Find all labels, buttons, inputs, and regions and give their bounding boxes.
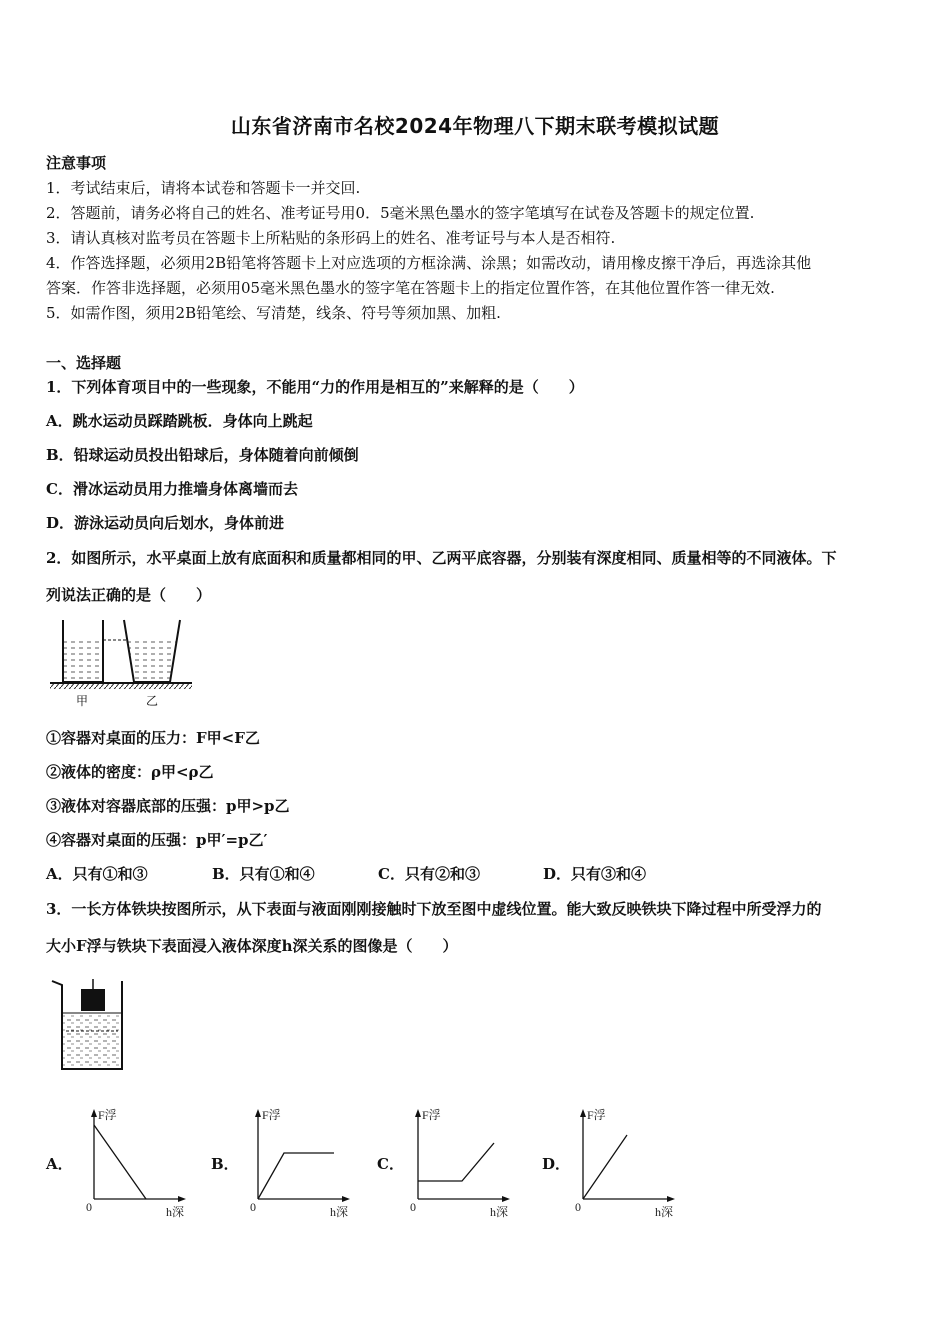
q3-beaker-figure	[48, 975, 130, 1075]
q2-stem-line1: 2．如图所示，水平桌面上放有底面积和质量都相同的甲、乙两平底容器，分别装有深度相同、质量相等的不同液体。下	[46, 549, 837, 567]
graph-d	[573, 1105, 683, 1223]
q2-containers-figure	[46, 615, 196, 710]
q3-option-b-label: B．	[211, 1155, 239, 1173]
graph-b	[248, 1105, 358, 1223]
graph-a-y-label: F浮	[98, 1108, 117, 1122]
q2-statement-3: ③液体对容器底部的压强：p甲>p乙	[46, 797, 290, 815]
graph-a-origin: 0	[86, 1200, 92, 1214]
q2-statement-2: ②液体的密度：ρ甲<ρ乙	[46, 763, 214, 781]
notice-item-4: 4．作答选择题，必须用2B铅笔将答题卡上对应选项的方框涂满、涂黑；如需改动，请用橡皮擦干净后，再选涂其他	[46, 254, 812, 272]
q3-stem-line2: 大小F浮与铁块下表面浸入液体深度h深关系的图像是（ ）	[46, 937, 458, 955]
graph-a-x-label: h深	[166, 1205, 185, 1219]
q1-option-b: B．铅球运动员投出铅球后，身体随着向前倾倒	[46, 446, 359, 464]
q2-option-b: B．只有①和④	[212, 865, 315, 883]
graph-d-x-label: h深	[655, 1205, 674, 1219]
label-yi: 乙	[146, 694, 159, 708]
beaker-liquid	[62, 1013, 122, 1069]
graph-d-origin: 0	[575, 1200, 581, 1214]
notice-item-2: 2．答题前，请务必将自己的姓名、准考证号用0．5毫米黑色墨水的签字笔填写在试卷及答题卡的规定位置.	[46, 204, 755, 222]
table-hatching	[50, 684, 192, 689]
graph-b-line	[258, 1153, 334, 1199]
q1-option-a: A．跳水运动员踩踏跳板．身体向上跳起	[46, 412, 313, 430]
notice-item-3: 3．请认真核对监考员在答题卡上所粘贴的条形码上的姓名、准考证号与本人是否相符.	[46, 229, 616, 247]
q2-option-c: C．只有②和③	[378, 865, 480, 883]
container-yi-liquid	[128, 640, 176, 682]
graph-d-y-label: F浮	[587, 1108, 606, 1122]
q3-option-a-label: A．	[46, 1155, 73, 1173]
section-heading: 一、选择题	[46, 354, 122, 372]
q2-option-a: A．只有①和③	[46, 865, 148, 883]
iron-block	[81, 989, 105, 1011]
notice-item-4-cont: 答案．作答非选择题，必须用05毫米黑色墨水的签字笔在答题卡上的指定位置作答，在其他位置作答一律无效.	[46, 279, 775, 297]
graph-d-line	[583, 1135, 627, 1199]
q3-stem-line1: 3．一长方体铁块按图所示，从下表面与液面刚刚接触时下放至图中虚线位置。能大致反映铁块下降过程中所受浮力的	[46, 900, 822, 918]
graph-c-origin: 0	[410, 1200, 416, 1214]
page-title: 山东省济南市名校2024年物理八下期末联考模拟试题	[230, 114, 720, 138]
q1-stem: 1．下列体育项目中的一些现象，不能用“力的作用是相互的”来解释的是（ ）	[46, 378, 584, 396]
notice-item-5: 5．如需作图，须用2B铅笔绘、写清楚，线条、符号等须加黑、加粗.	[46, 304, 501, 322]
container-jia-liquid	[63, 640, 103, 682]
graph-c	[408, 1105, 518, 1223]
q2-stem-line2: 列说法正确的是（ ）	[46, 586, 212, 604]
graph-c-line	[418, 1143, 494, 1181]
q2-option-d: D．只有③和④	[543, 865, 647, 883]
notice-item-1: 1．考试结束后，请将本试卷和答题卡一并交回.	[46, 179, 361, 197]
q3-option-c-label: C．	[377, 1155, 404, 1173]
q1-option-d: D．游泳运动员向后划水，身体前进	[46, 514, 285, 532]
q2-statement-1: ①容器对桌面的压力：F甲<F乙	[46, 729, 260, 747]
q3-option-d-label: D．	[542, 1155, 571, 1173]
graph-c-x-label: h深	[490, 1205, 509, 1219]
graph-b-y-label: F浮	[262, 1108, 281, 1122]
q1-option-c: C．滑冰运动员用力推墙身体离墙而去	[46, 480, 298, 498]
graph-c-y-label: F浮	[422, 1108, 441, 1122]
notice-heading: 注意事项	[46, 154, 107, 172]
label-jia: 甲	[76, 694, 89, 708]
graph-b-origin: 0	[250, 1200, 256, 1214]
graph-a-line	[94, 1125, 146, 1199]
q2-statement-4: ④容器对桌面的压强：p甲′=p乙′	[46, 831, 268, 849]
graph-b-x-label: h深	[330, 1205, 349, 1219]
graph-a	[84, 1105, 194, 1223]
